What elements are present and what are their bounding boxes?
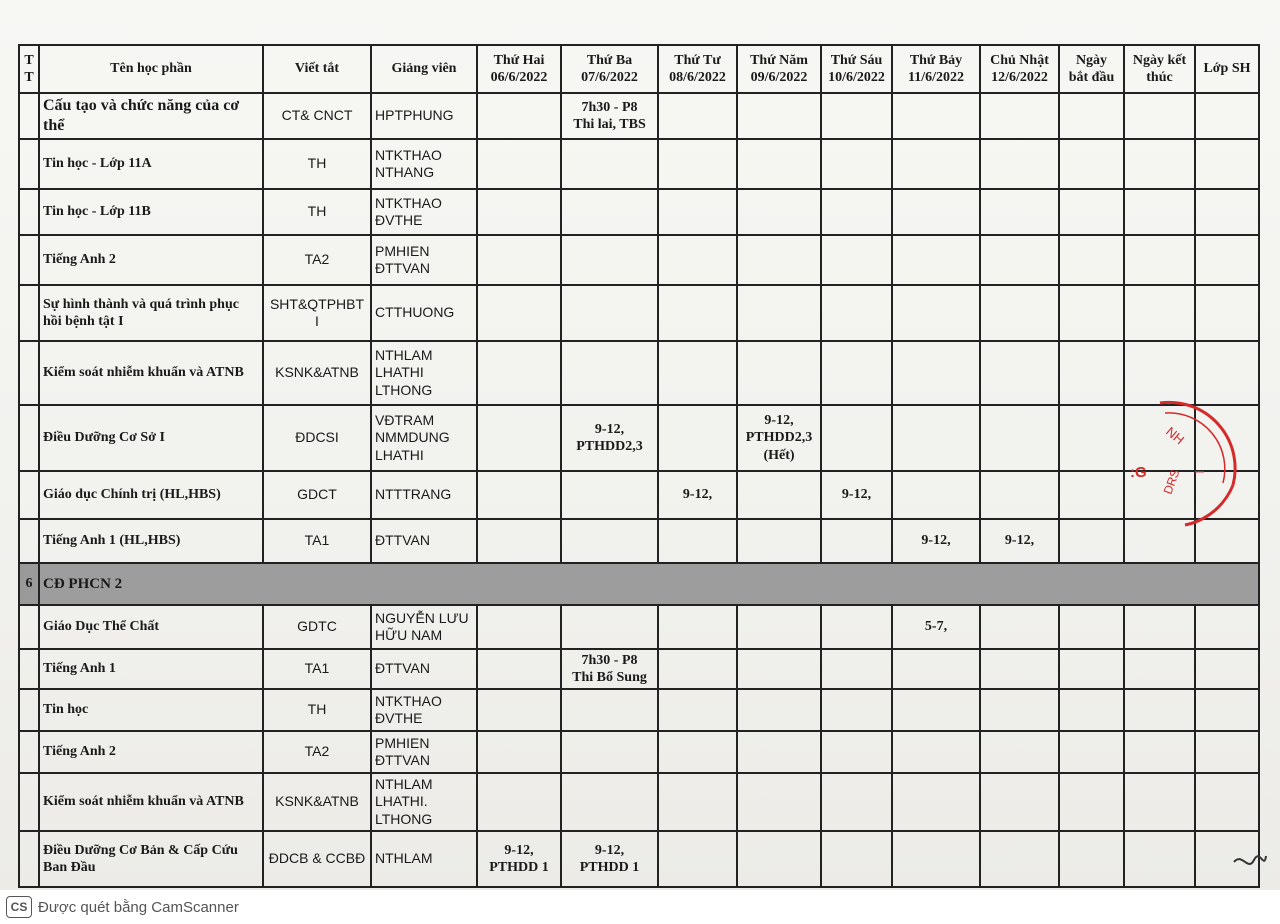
schedule-entry: 5-7, bbox=[924, 619, 948, 635]
class-cell bbox=[1195, 731, 1259, 773]
schedule-cell-thu-ba bbox=[561, 689, 658, 731]
schedule-cell-thu-bay bbox=[892, 519, 980, 563]
schedule-cell-thu-nam bbox=[737, 189, 821, 235]
schedule-cell-thu-ba bbox=[561, 405, 658, 471]
lecturer-name: NMMDUNG bbox=[375, 429, 450, 446]
lecturer-name: NTKTHAO bbox=[375, 146, 442, 163]
lecturer-cell bbox=[371, 285, 477, 341]
class-cell bbox=[1195, 139, 1259, 189]
table-row bbox=[19, 649, 1259, 689]
row-tt-cell bbox=[19, 689, 39, 731]
lecturer-name: ĐTTVAN bbox=[375, 752, 430, 768]
schedule-cell-thu-hai bbox=[477, 831, 561, 887]
schedule-entry: PTHDD2,3 bbox=[745, 430, 813, 446]
table-row bbox=[19, 93, 1259, 139]
schedule-cell-thu-bay bbox=[892, 235, 980, 285]
schedule-cell-chu-nhat bbox=[980, 285, 1059, 341]
header-giang-vien: Giảng viên bbox=[371, 45, 477, 93]
lecturer-name: ĐTTVAN bbox=[375, 532, 430, 549]
schedule-cell-thu-tu bbox=[658, 341, 737, 405]
start-date-cell bbox=[1059, 831, 1124, 887]
lecturer-name: VĐTRAM bbox=[375, 411, 435, 428]
schedule-cell-thu-hai bbox=[477, 405, 561, 471]
end-date-cell bbox=[1124, 689, 1195, 731]
schedule-cell-thu-nam bbox=[737, 519, 821, 563]
header-thu-tu: Thứ Tư 08/6/2022 bbox=[658, 45, 737, 93]
schedule-cell-chu-nhat bbox=[980, 831, 1059, 887]
schedule-entry: 7h30 - P8 bbox=[581, 652, 638, 668]
schedule-cell-thu-ba bbox=[561, 235, 658, 285]
schedule-cell-thu-sau bbox=[821, 519, 892, 563]
section-header bbox=[19, 563, 1259, 605]
schedule-entry: 9-12, bbox=[921, 533, 951, 549]
svg-text:DRS: DRS bbox=[1160, 467, 1183, 497]
schedule-entry: Thi Bổ Sung bbox=[572, 670, 647, 685]
course-abbreviation: GDTC bbox=[263, 605, 371, 649]
header-ngay-ket-thuc: Ngày kết thúc bbox=[1124, 45, 1195, 93]
schedule-cell-thu-bay bbox=[892, 689, 980, 731]
schedule-entry: 9-12, bbox=[504, 842, 534, 858]
schedule-cell-thu-sau bbox=[821, 139, 892, 189]
start-date-cell bbox=[1059, 731, 1124, 773]
lecturer-cell bbox=[371, 341, 477, 405]
header-thu-sau: Thứ Sáu 10/6/2022 bbox=[821, 45, 892, 93]
handwritten-mark bbox=[1230, 850, 1270, 880]
schedule-cell-thu-sau bbox=[821, 189, 892, 235]
schedule-cell-thu-nam bbox=[737, 235, 821, 285]
table-row bbox=[19, 831, 1259, 887]
lecturer-name: ĐTTVAN bbox=[375, 260, 430, 276]
header-row bbox=[19, 45, 1259, 93]
row-tt-cell bbox=[19, 285, 39, 341]
course-abbreviation: KSNK&ATNB bbox=[263, 773, 371, 831]
schedule-entry: 9-12, bbox=[682, 487, 713, 503]
schedule-cell-thu-sau bbox=[821, 235, 892, 285]
course-abbreviation: SHT&QTPHBT I bbox=[263, 285, 371, 341]
schedule-cell-thu-ba bbox=[561, 189, 658, 235]
schedule-entry: PTHDD 1 bbox=[579, 860, 640, 875]
course-abbreviation: TA2 bbox=[263, 731, 371, 773]
lecturer-cell bbox=[371, 831, 477, 887]
lecturer-name: HPTPHUNG bbox=[375, 107, 454, 124]
start-date-cell bbox=[1059, 139, 1124, 189]
start-date-cell bbox=[1059, 773, 1124, 831]
footer-text: Được quét bằng CamScanner bbox=[38, 898, 239, 916]
schedule-cell-thu-ba bbox=[561, 831, 658, 887]
schedule-cell-thu-ba bbox=[561, 93, 658, 139]
start-date-cell bbox=[1059, 605, 1124, 649]
schedule-cell-thu-ba bbox=[561, 731, 658, 773]
start-date-cell bbox=[1059, 189, 1124, 235]
schedule-cell-thu-tu bbox=[658, 605, 737, 649]
lecturer-name: NGUYỄN LƯU bbox=[375, 609, 469, 626]
lecturer-name: LHATHI bbox=[375, 364, 424, 381]
course-name: Điều Dưỡng Cơ Bản & Cấp Cứu Ban Đầu bbox=[39, 831, 263, 887]
schedule-cell-thu-nam bbox=[737, 93, 821, 139]
header-ten-hoc-phan: Tên học phần bbox=[39, 45, 263, 93]
schedule-cell-thu-hai bbox=[477, 341, 561, 405]
lecturer-name: LTHONG bbox=[375, 381, 433, 398]
row-tt-cell bbox=[19, 93, 39, 139]
schedule-cell-thu-nam bbox=[737, 773, 821, 831]
schedule-cell-thu-sau bbox=[821, 605, 892, 649]
schedule-cell-thu-bay bbox=[892, 285, 980, 341]
schedule-cell-thu-bay bbox=[892, 649, 980, 689]
table-row bbox=[19, 689, 1259, 731]
schedule-cell-chu-nhat bbox=[980, 235, 1059, 285]
schedule-cell-thu-tu bbox=[658, 405, 737, 471]
schedule-cell-thu-hai bbox=[477, 731, 561, 773]
header-lop-sh: Lớp SH bbox=[1195, 45, 1259, 93]
row-tt-cell bbox=[19, 341, 39, 405]
end-date-cell bbox=[1124, 285, 1195, 341]
end-date-cell bbox=[1124, 139, 1195, 189]
svg-text:NH: NH bbox=[1163, 423, 1188, 448]
schedule-cell-chu-nhat bbox=[980, 689, 1059, 731]
course-name: Giáo Dục Thể Chất bbox=[39, 605, 263, 649]
schedule-cell-thu-bay bbox=[892, 139, 980, 189]
schedule-cell-thu-hai bbox=[477, 519, 561, 563]
course-name: Điều Dưỡng Cơ Sở I bbox=[39, 405, 263, 471]
course-name: Tiếng Anh 1 bbox=[39, 649, 263, 689]
lecturer-name: ĐVTHE bbox=[375, 212, 423, 228]
schedule-entry: Thi lai, TBS bbox=[573, 117, 646, 132]
schedule-cell-thu-nam bbox=[737, 689, 821, 731]
lecturer-name: LHATHI bbox=[375, 446, 424, 463]
lecturer-name: PMHIEN bbox=[375, 734, 430, 751]
header-thu-bay: Thứ Bảy 11/6/2022 bbox=[892, 45, 980, 93]
schedule-cell-thu-hai bbox=[477, 471, 561, 519]
schedule-cell-thu-nam bbox=[737, 731, 821, 773]
class-cell bbox=[1195, 773, 1259, 831]
schedule-cell-thu-bay bbox=[892, 773, 980, 831]
schedule-cell-thu-nam bbox=[737, 471, 821, 519]
schedule-cell-thu-nam bbox=[737, 139, 821, 189]
schedule-cell-thu-bay bbox=[892, 93, 980, 139]
table-row bbox=[19, 471, 1259, 519]
lecturer-name: NTKTHAO bbox=[375, 194, 442, 211]
schedule-cell-thu-ba bbox=[561, 649, 658, 689]
table-row bbox=[19, 405, 1259, 471]
course-name: Tin học - Lớp 11A bbox=[39, 139, 263, 189]
schedule-cell-thu-hai bbox=[477, 285, 561, 341]
start-date-cell bbox=[1059, 689, 1124, 731]
schedule-cell-thu-tu bbox=[658, 831, 737, 887]
schedule-cell-thu-sau bbox=[821, 831, 892, 887]
header-thu-ba: Thứ Ba 07/6/2022 bbox=[561, 45, 658, 93]
course-abbreviation: TH bbox=[263, 139, 371, 189]
course-name: Kiểm soát nhiễm khuẩn và ATNB bbox=[39, 773, 263, 831]
lecturer-cell bbox=[371, 605, 477, 649]
table-row bbox=[19, 341, 1259, 405]
schedule-entry: 9-12, bbox=[1004, 533, 1035, 549]
lecturer-cell bbox=[371, 93, 477, 139]
lecturer-cell bbox=[371, 649, 477, 689]
course-name: Kiểm soát nhiễm khuẩn và ATNB bbox=[39, 341, 263, 405]
row-tt-cell bbox=[19, 189, 39, 235]
schedule-cell-thu-tu bbox=[658, 471, 737, 519]
start-date-cell bbox=[1059, 649, 1124, 689]
header-viet-tat: Viết tắt bbox=[263, 45, 371, 93]
lecturer-name: NTHLAM bbox=[375, 775, 433, 792]
lecturer-name: LTHONG bbox=[375, 810, 433, 827]
schedule-cell-thu-tu bbox=[658, 773, 737, 831]
lecturer-name: NTHLAM bbox=[375, 346, 433, 363]
table-row bbox=[19, 235, 1259, 285]
schedule-entry: PTHDD2,3 bbox=[576, 439, 643, 454]
schedule-entry: 9-12, bbox=[594, 421, 625, 437]
schedule-cell-thu-nam bbox=[737, 831, 821, 887]
schedule-cell-thu-hai bbox=[477, 689, 561, 731]
schedule-cell-thu-hai bbox=[477, 189, 561, 235]
header-chu-nhat: Chủ Nhật 12/6/2022 bbox=[980, 45, 1059, 93]
lecturer-cell bbox=[371, 519, 477, 563]
class-cell bbox=[1195, 235, 1259, 285]
course-abbreviation: TH bbox=[263, 689, 371, 731]
schedule-cell-thu-hai bbox=[477, 605, 561, 649]
schedule-cell-chu-nhat bbox=[980, 605, 1059, 649]
schedule-cell-thu-tu bbox=[658, 649, 737, 689]
row-tt-cell bbox=[19, 731, 39, 773]
schedule-cell-thu-ba bbox=[561, 773, 658, 831]
lecturer-name: CTTHUONG bbox=[375, 304, 455, 321]
start-date-cell bbox=[1059, 235, 1124, 285]
schedule-cell-thu-nam bbox=[737, 405, 821, 471]
schedule-cell-thu-sau bbox=[821, 731, 892, 773]
schedule-cell-thu-ba bbox=[561, 605, 658, 649]
course-name: Sự hình thành và quá trình phục hồi bệnh tật I bbox=[39, 285, 263, 341]
course-name: Tin học - Lớp 11B bbox=[39, 189, 263, 235]
start-date-cell bbox=[1059, 93, 1124, 139]
lecturer-name: NTKTHAO bbox=[375, 692, 442, 709]
row-tt-cell bbox=[19, 139, 39, 189]
row-tt-cell bbox=[19, 649, 39, 689]
table-row bbox=[19, 605, 1259, 649]
schedule-cell-thu-bay bbox=[892, 189, 980, 235]
lecturer-cell bbox=[371, 189, 477, 235]
table-row bbox=[19, 773, 1259, 831]
row-tt-cell bbox=[19, 831, 39, 887]
schedule-entry: 9-12, bbox=[841, 487, 872, 503]
end-date-cell bbox=[1124, 93, 1195, 139]
table-row bbox=[19, 139, 1259, 189]
lecturer-name: ĐVTHE bbox=[375, 710, 423, 726]
schedule-cell-thu-tu bbox=[658, 689, 737, 731]
header-tt: T T bbox=[19, 45, 39, 93]
table-row bbox=[19, 285, 1259, 341]
schedule-cell-thu-hai bbox=[477, 139, 561, 189]
schedule-cell-thu-bay bbox=[892, 341, 980, 405]
lecturer-cell bbox=[371, 235, 477, 285]
schedule-cell-thu-sau bbox=[821, 93, 892, 139]
schedule-table bbox=[18, 44, 1260, 888]
schedule-cell-chu-nhat bbox=[980, 773, 1059, 831]
schedule-cell-thu-ba bbox=[561, 519, 658, 563]
row-tt-cell bbox=[19, 773, 39, 831]
row-tt-cell bbox=[19, 405, 39, 471]
schedule-cell-thu-sau bbox=[821, 405, 892, 471]
schedule-cell-thu-bay bbox=[892, 731, 980, 773]
lecturer-cell bbox=[371, 689, 477, 731]
schedule-cell-thu-ba bbox=[561, 285, 658, 341]
section-title: CĐ PHCN 2 bbox=[39, 563, 1259, 605]
section-number: 6 bbox=[19, 563, 39, 605]
lecturer-name: ĐTTVAN bbox=[375, 660, 430, 677]
red-stamp-seal bbox=[1105, 395, 1245, 535]
schedule-cell-thu-sau bbox=[821, 285, 892, 341]
course-name: Tiếng Anh 2 bbox=[39, 731, 263, 773]
schedule-cell-thu-ba bbox=[561, 139, 658, 189]
schedule-cell-chu-nhat bbox=[980, 341, 1059, 405]
end-date-cell bbox=[1124, 605, 1195, 649]
schedule-cell-chu-nhat bbox=[980, 519, 1059, 563]
schedule-cell-thu-hai bbox=[477, 93, 561, 139]
end-date-cell bbox=[1124, 189, 1195, 235]
end-date-cell bbox=[1124, 831, 1195, 887]
course-abbreviation: TH bbox=[263, 189, 371, 235]
schedule-cell-thu-tu bbox=[658, 139, 737, 189]
schedule-cell-thu-tu bbox=[658, 235, 737, 285]
end-date-cell bbox=[1124, 773, 1195, 831]
schedule-cell-thu-bay bbox=[892, 831, 980, 887]
course-abbreviation: KSNK&ATNB bbox=[263, 341, 371, 405]
end-date-cell bbox=[1124, 235, 1195, 285]
schedule-cell-thu-tu bbox=[658, 189, 737, 235]
schedule-entry: 7h30 - P8 bbox=[581, 99, 638, 115]
end-date-cell bbox=[1124, 649, 1195, 689]
class-cell bbox=[1195, 605, 1259, 649]
table-row bbox=[19, 189, 1259, 235]
lecturer-name: NTTTRANG bbox=[375, 486, 452, 503]
schedule-cell-thu-sau bbox=[821, 773, 892, 831]
table-row bbox=[19, 731, 1259, 773]
course-abbreviation: ĐDCSI bbox=[263, 405, 371, 471]
schedule-cell-thu-sau bbox=[821, 649, 892, 689]
class-cell bbox=[1195, 689, 1259, 731]
schedule-cell-thu-sau bbox=[821, 341, 892, 405]
schedule-cell-chu-nhat bbox=[980, 471, 1059, 519]
camscanner-logo-icon: CS bbox=[6, 896, 32, 918]
schedule-cell-thu-hai bbox=[477, 773, 561, 831]
class-cell bbox=[1195, 649, 1259, 689]
schedule-cell-chu-nhat bbox=[980, 189, 1059, 235]
schedule-cell-thu-nam bbox=[737, 605, 821, 649]
schedule-cell-thu-bay bbox=[892, 605, 980, 649]
lecturer-cell bbox=[371, 773, 477, 831]
row-tt-cell bbox=[19, 471, 39, 519]
schedule-cell-thu-nam bbox=[737, 649, 821, 689]
schedule-cell-thu-tu bbox=[658, 93, 737, 139]
row-tt-cell bbox=[19, 235, 39, 285]
end-date-cell bbox=[1124, 731, 1195, 773]
section-row bbox=[19, 563, 1259, 605]
schedule-cell-chu-nhat bbox=[980, 649, 1059, 689]
header-thu-hai: Thứ Hai 06/6/2022 bbox=[477, 45, 561, 93]
lecturer-name: HỮU NAM bbox=[375, 627, 443, 643]
lecturer-cell bbox=[371, 731, 477, 773]
schedule-cell-thu-sau bbox=[821, 471, 892, 519]
course-abbreviation: CT& CNCT bbox=[263, 93, 371, 139]
lecturer-cell bbox=[371, 405, 477, 471]
course-abbreviation: TA1 bbox=[263, 649, 371, 689]
schedule-cell-chu-nhat bbox=[980, 405, 1059, 471]
schedule-cell-chu-nhat bbox=[980, 139, 1059, 189]
row-tt-cell bbox=[19, 519, 39, 563]
schedule-cell-thu-ba bbox=[561, 341, 658, 405]
lecturer-name: NTHANG bbox=[375, 164, 435, 180]
course-abbreviation: TA1 bbox=[263, 519, 371, 563]
row-tt-cell bbox=[19, 605, 39, 649]
course-name: Giáo dục Chính trị (HL,HBS) bbox=[39, 471, 263, 519]
lecturer-name: NTHLAM bbox=[375, 850, 433, 867]
schedule-cell-thu-tu bbox=[658, 731, 737, 773]
schedule-cell-thu-bay bbox=[892, 405, 980, 471]
schedule-cell-thu-ba bbox=[561, 471, 658, 519]
course-abbreviation: ĐDCB & CCBĐ bbox=[263, 831, 371, 887]
schedule-cell-chu-nhat bbox=[980, 731, 1059, 773]
lecturer-name: LHATHI. bbox=[375, 793, 428, 810]
schedule-cell-thu-sau bbox=[821, 689, 892, 731]
schedule-entry: (Hết) bbox=[763, 447, 795, 463]
class-cell bbox=[1195, 93, 1259, 139]
class-cell bbox=[1195, 285, 1259, 341]
schedule-cell-thu-hai bbox=[477, 649, 561, 689]
lecturer-name: PMHIEN bbox=[375, 242, 430, 259]
schedule-cell-thu-nam bbox=[737, 285, 821, 341]
lecturer-cell bbox=[371, 139, 477, 189]
schedule-cell-thu-bay bbox=[892, 471, 980, 519]
schedule-entry: PTHDD 1 bbox=[489, 860, 549, 875]
table-body-section-2 bbox=[19, 605, 1259, 887]
schedule-cell-thu-nam bbox=[737, 341, 821, 405]
header-thu-nam: Thứ Năm 09/6/2022 bbox=[737, 45, 821, 93]
course-name: Tiếng Anh 2 bbox=[39, 235, 263, 285]
start-date-cell bbox=[1059, 285, 1124, 341]
schedule-cell-thu-tu bbox=[658, 285, 737, 341]
header-ngay-bat-dau: Ngày bắt đầu bbox=[1059, 45, 1124, 93]
course-name: Tin học bbox=[39, 689, 263, 731]
schedule-cell-chu-nhat bbox=[980, 93, 1059, 139]
svg-text:I: I bbox=[1192, 470, 1207, 474]
svg-text::G: :G bbox=[1130, 464, 1147, 481]
schedule-cell-thu-tu bbox=[658, 519, 737, 563]
table-row bbox=[19, 519, 1259, 563]
class-cell bbox=[1195, 189, 1259, 235]
course-abbreviation: TA2 bbox=[263, 235, 371, 285]
schedule-entry: 9-12, bbox=[594, 842, 625, 858]
scanner-footer bbox=[0, 890, 1280, 924]
course-name: Cấu tạo và chức năng của cơ thể bbox=[39, 93, 263, 139]
schedule-entry: 9-12, bbox=[764, 412, 794, 428]
course-name: Tiếng Anh 1 (HL,HBS) bbox=[39, 519, 263, 563]
lecturer-cell bbox=[371, 471, 477, 519]
table-body-section-1 bbox=[19, 93, 1259, 563]
course-abbreviation: GDCT bbox=[263, 471, 371, 519]
schedule-cell-thu-hai bbox=[477, 235, 561, 285]
